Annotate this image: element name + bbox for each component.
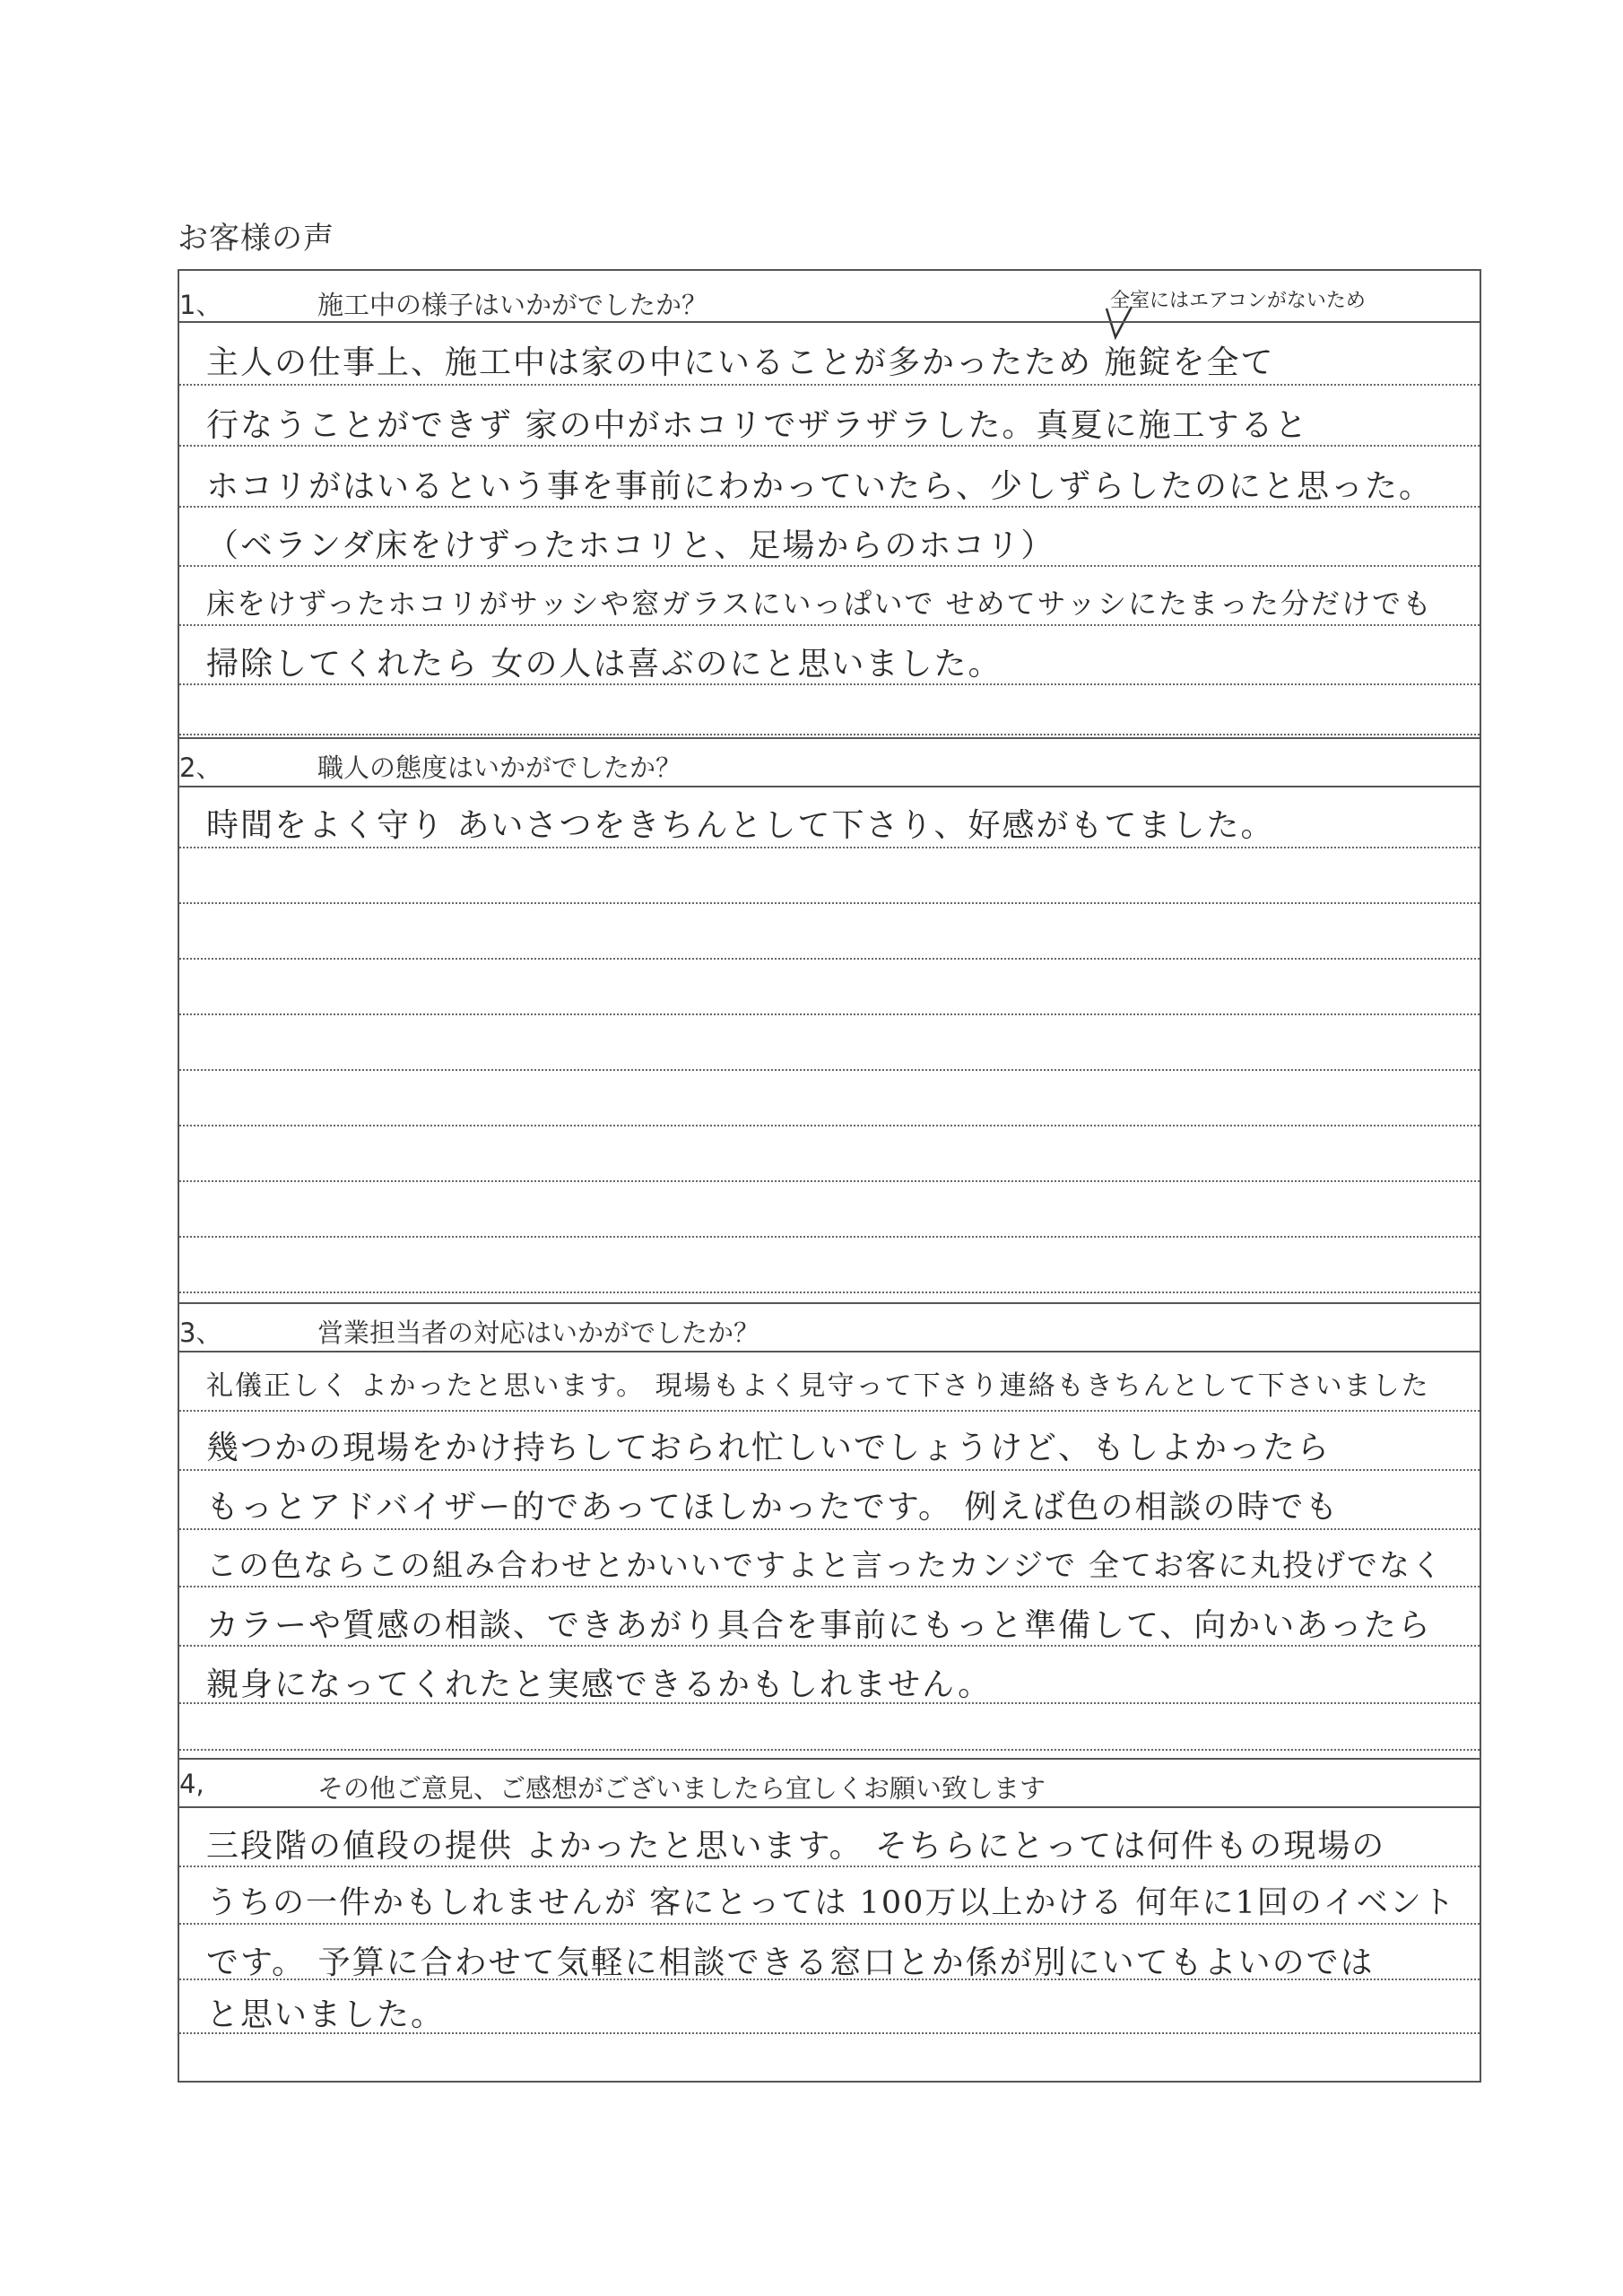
insertion-caret-mark bbox=[1105, 305, 1135, 341]
ruled-line bbox=[179, 506, 1480, 508]
ruled-line bbox=[179, 1013, 1480, 1015]
handwritten-insertion-note: 全室にはエアコンがないため bbox=[1110, 290, 1366, 312]
answer-line: この色ならこの組み合わせとかいいですよと言ったカンジで 全てお客に丸投げでなく bbox=[206, 1548, 1444, 1584]
ruled-line bbox=[179, 445, 1480, 447]
ruled-line bbox=[179, 1749, 1480, 1751]
ruled-line bbox=[179, 1410, 1480, 1412]
section-divider bbox=[179, 786, 1480, 787]
ruled-line bbox=[179, 1469, 1480, 1471]
ruled-line bbox=[179, 1125, 1480, 1126]
section-divider bbox=[179, 1351, 1480, 1352]
question-number: 2、 bbox=[179, 752, 222, 783]
answer-line: と思いました。 bbox=[206, 1996, 446, 2033]
ruled-line bbox=[179, 902, 1480, 904]
ruled-line bbox=[179, 683, 1480, 685]
ruled-line bbox=[179, 1528, 1480, 1530]
answer-line: 主人の仕事上、施工中は家の中にいることが多かったため 施錠を全て bbox=[206, 344, 1275, 381]
ruled-line bbox=[179, 1923, 1480, 1925]
question-text: 営業担当者の対応はいかがでしたか？ bbox=[317, 1318, 760, 1348]
answer-line: カラーや質感の相談、できあがり具合を事前にもっと準備して、向かいあったら bbox=[206, 1607, 1432, 1644]
answer-line: もっとアドバイザー的であってほしかったです。 例えば色の相談の時でも bbox=[206, 1489, 1340, 1526]
ruled-line bbox=[179, 1866, 1480, 1867]
ruled-line bbox=[179, 624, 1480, 626]
answer-line: 礼儀正しく よかったと思います。 現場もよく見守って下さり連絡もきちんとして下さいました bbox=[206, 1370, 1430, 1402]
section-divider bbox=[179, 1758, 1480, 1760]
question-number: 1、 bbox=[179, 290, 222, 320]
question-text: その他ご意見、ご感想がございましたら宜しくお願い致します bbox=[317, 1773, 1046, 1804]
answer-line: 時間をよく守り あいさつをきちんとして下さり、好感がもてました。 bbox=[206, 807, 1275, 844]
ruled-line bbox=[179, 1645, 1480, 1647]
section-divider bbox=[179, 321, 1480, 323]
ruled-line bbox=[179, 1292, 1480, 1293]
question-text: 職人の態度はいかがでしたか？ bbox=[317, 752, 682, 783]
page-title: お客様の声 bbox=[178, 221, 334, 257]
question-text: 施工中の様子はいかがでしたか？ bbox=[317, 290, 708, 320]
ruled-line bbox=[179, 1586, 1480, 1587]
question-number: 3、 bbox=[179, 1318, 222, 1348]
answer-line: 掃除してくれたら 女の人は喜ぶのにと思いました。 bbox=[206, 646, 1002, 683]
section-divider bbox=[179, 1302, 1480, 1304]
ruled-line bbox=[179, 565, 1480, 567]
section-divider bbox=[179, 737, 1480, 739]
ruled-line bbox=[179, 2032, 1480, 2034]
ruled-line bbox=[179, 1979, 1480, 1980]
ruled-line bbox=[179, 384, 1480, 386]
answer-line: 幾つかの現場をかけ持ちしておられ忙しいでしょうけど、もしよかったら bbox=[206, 1430, 1332, 1466]
ruled-line bbox=[179, 1702, 1480, 1704]
answer-line: 親身になってくれたと実感できるかもしれません。 bbox=[206, 1666, 993, 1703]
answer-line: （ベランダ床をけずったホコリと、足場からのホコリ） bbox=[206, 527, 1055, 564]
ruled-line bbox=[179, 958, 1480, 960]
section-divider bbox=[179, 1806, 1480, 1808]
ruled-line bbox=[179, 1069, 1480, 1071]
answer-line: 行なうことができず 家の中がホコリでザラザラした。真夏に施工すると bbox=[206, 407, 1309, 444]
ruled-line bbox=[179, 1236, 1480, 1238]
answer-line: です。 予算に合わせて気軽に相談できる窓口とか係が別にいてもよいのでは bbox=[206, 1944, 1375, 1981]
question-number: 4, bbox=[179, 1769, 204, 1799]
answer-line: うちの一件かもしれませんが 客にとっては 100万以上かける 何年に1回のイベント bbox=[206, 1885, 1456, 1921]
answer-line: ホコリがはいるという事を事前にわかっていたら、少しずらしたのにと思った。 bbox=[206, 468, 1434, 505]
answer-line: 三段階の値段の提供 よかったと思います。 そちらにとっては何件もの現場の bbox=[206, 1828, 1386, 1865]
answer-line: 床をけずったホコリがサッシや窓ガラスにいっぱいで せめてサッシにたまった分だけでも bbox=[206, 587, 1434, 621]
ruled-line bbox=[179, 1180, 1480, 1182]
ruled-line bbox=[179, 734, 1480, 735]
ruled-line bbox=[179, 847, 1480, 848]
